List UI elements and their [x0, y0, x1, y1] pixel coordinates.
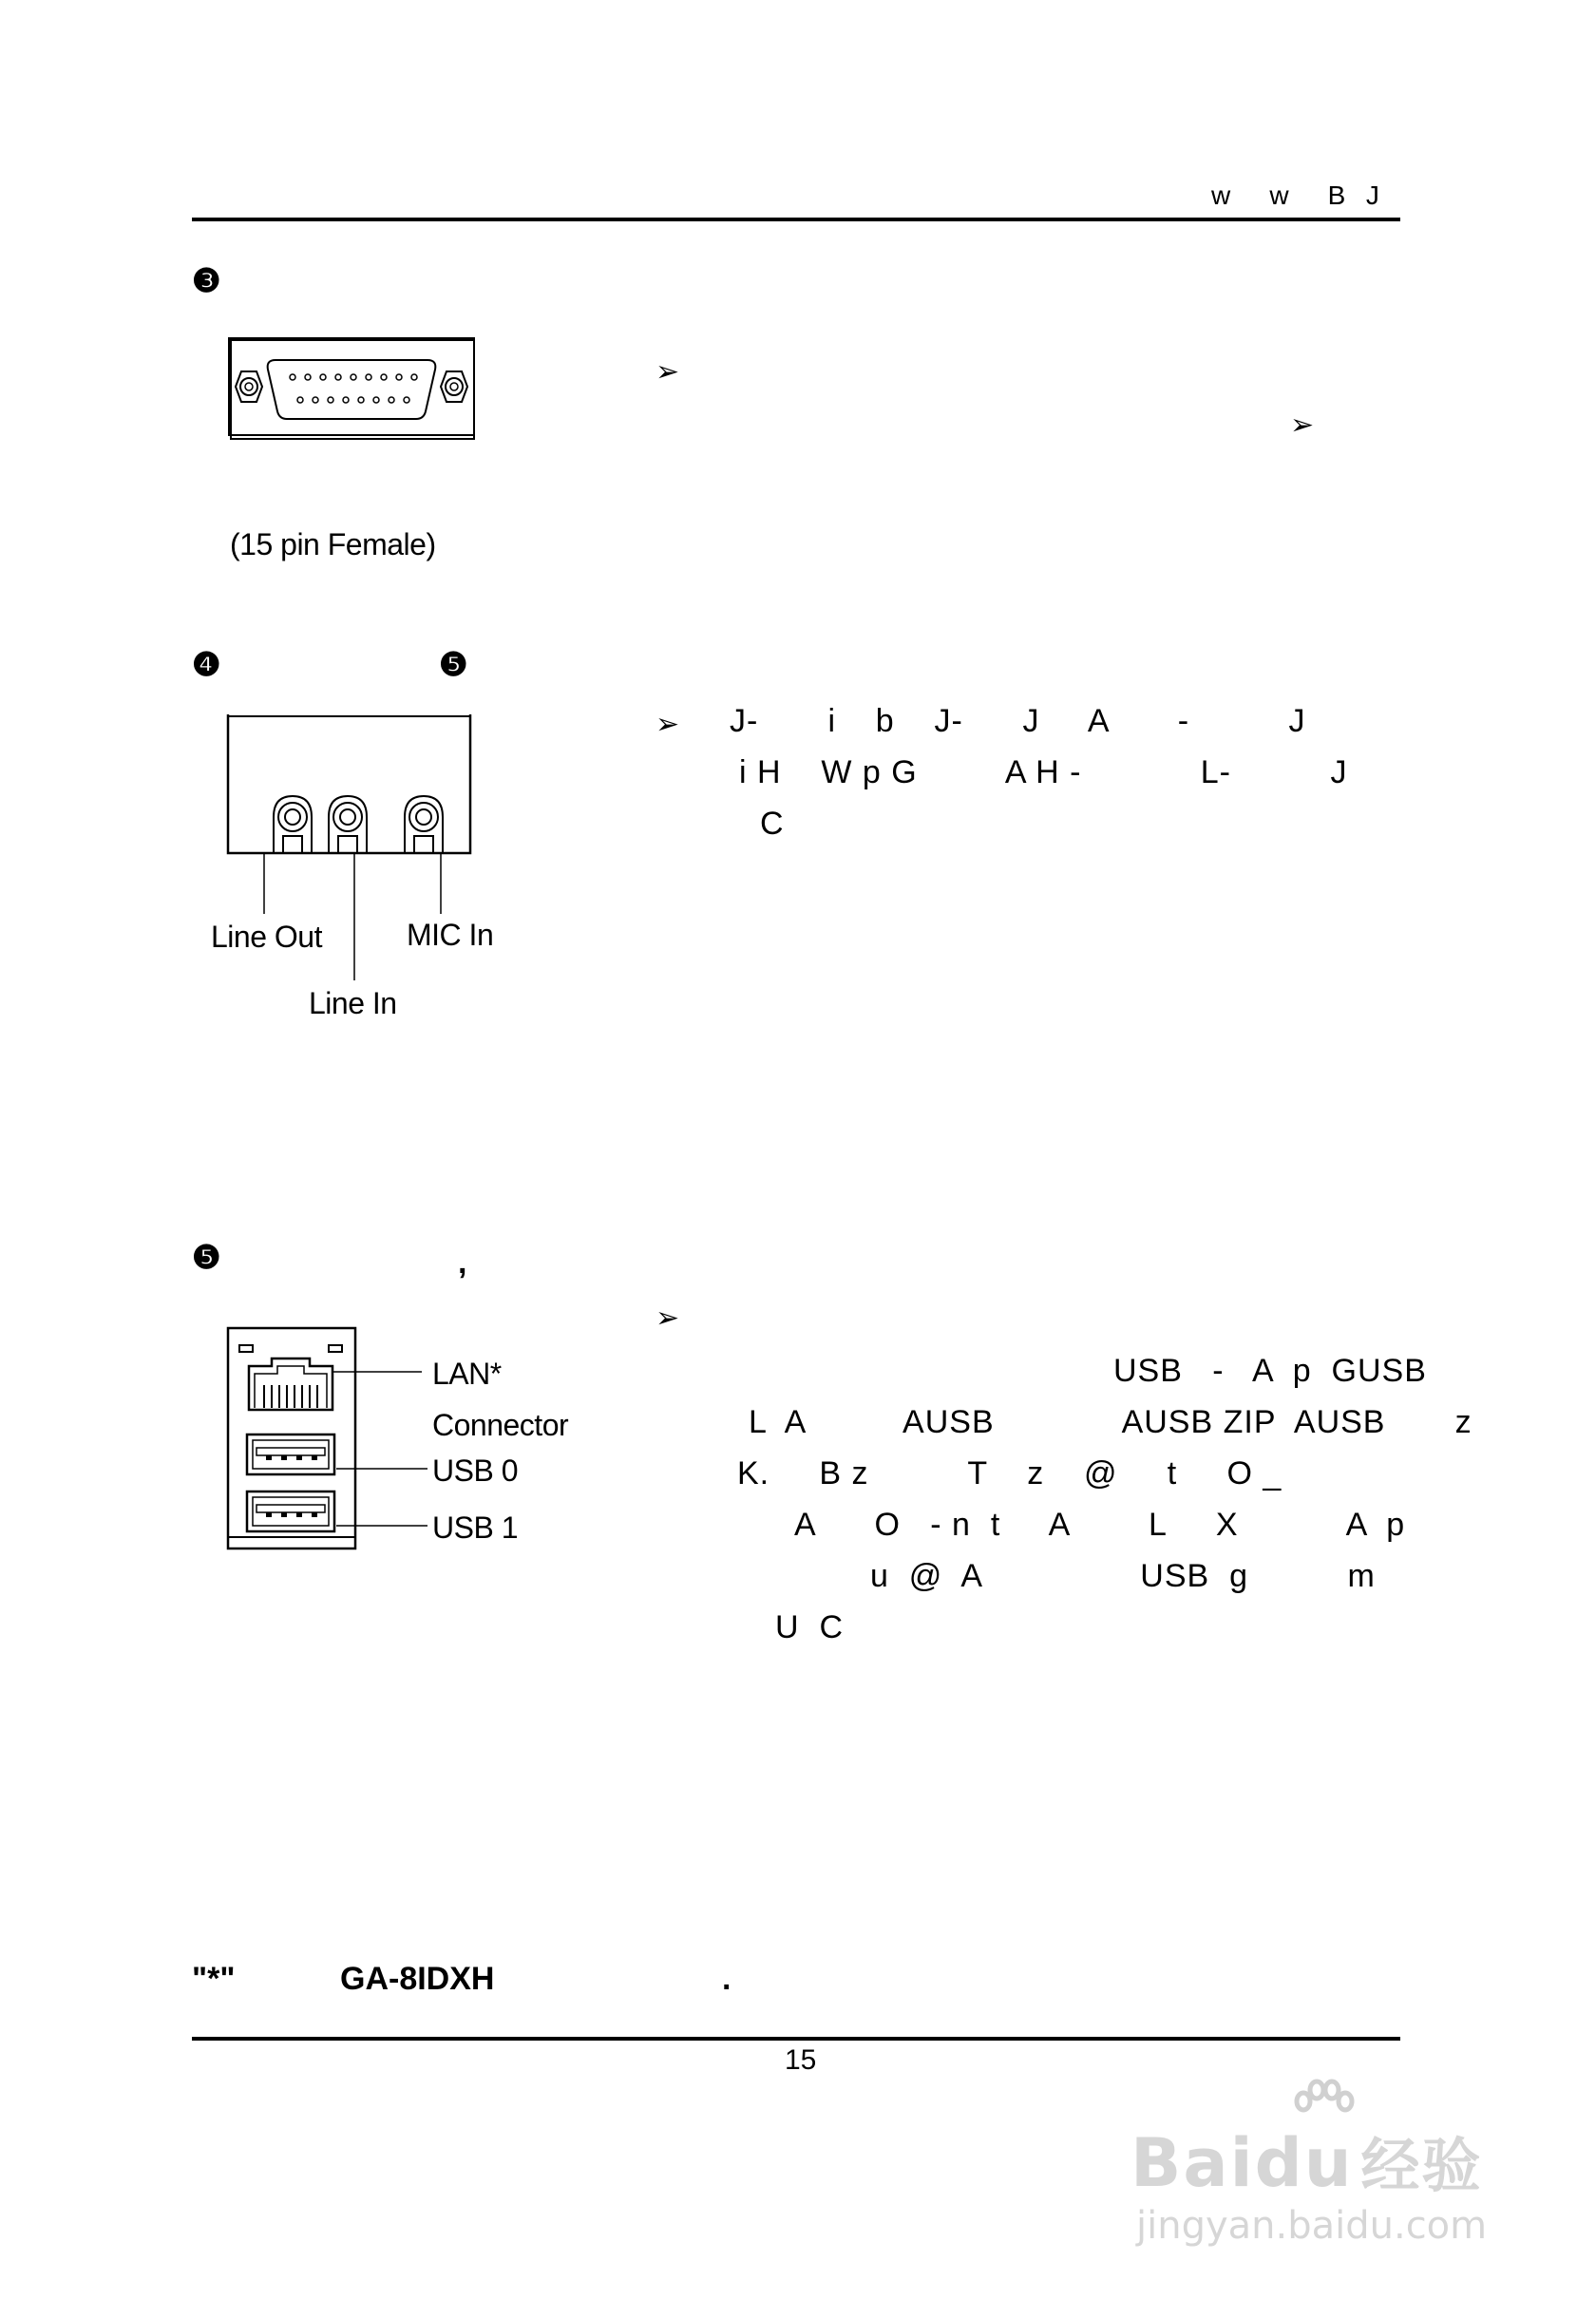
usb1-label: USB 1 — [432, 1510, 518, 1545]
section-comma: , — [458, 1244, 467, 1281]
footnote-quote: "*" — [192, 1961, 236, 1997]
usb0-label: USB 0 — [432, 1454, 518, 1488]
usb-text-line: u @ A USB g m — [870, 1558, 1376, 1594]
bullet-arrow: ➢ — [1290, 409, 1315, 441]
section-number-5: ❺ — [192, 1240, 221, 1276]
footnote-period: . — [722, 1961, 732, 1997]
baidu-jingyan-watermark — [1130, 2080, 1510, 2270]
usb-text-line: L A AUSB AUSB ZIP AUSB z — [749, 1404, 1472, 1440]
lan-label: LAN* — [432, 1357, 502, 1391]
section-number-4: ❹ — [192, 647, 221, 683]
bullet-arrow: ➢ — [656, 356, 680, 388]
bullet-arrow: ➢ — [656, 709, 680, 740]
lan-connector-label: Connector — [432, 1408, 569, 1442]
vga-connector-label: (15 pin Female) — [230, 527, 436, 561]
line-in-label: Line In — [309, 986, 397, 1020]
usb-text-line: U C — [775, 1609, 844, 1645]
mic-in-label: MIC In — [407, 918, 494, 952]
section-number-5: ❺ — [439, 647, 468, 683]
line-out-label: Line Out — [211, 920, 322, 954]
bullet-arrow: ➢ — [656, 1302, 680, 1334]
usb-text-line: K. B z T z @ t O _ — [737, 1455, 1282, 1492]
footnote-model: GA-8IDXH — [340, 1961, 495, 1997]
audio-text-line: J- i b J- J A - J — [730, 703, 1306, 739]
running-header: w w B J — [1211, 180, 1381, 210]
header-rule — [192, 218, 1400, 221]
footer-rule — [192, 2037, 1400, 2041]
watermark-brand: Baidu 经验 — [1130, 2124, 1483, 2202]
vga-port-diagram — [228, 337, 477, 440]
audio-jacks-diagram — [226, 712, 473, 902]
section-number-3: ❸ — [192, 263, 221, 299]
usb-text-line: A O - n t A L X A p — [794, 1507, 1406, 1543]
usb-text-line: USB - A p GUSB — [1113, 1353, 1427, 1389]
watermark-url: jingyan.baidu.com — [1136, 2204, 1488, 2248]
audio-text-line: C — [760, 806, 785, 842]
audio-text-line: i H W p G A H - L- J — [739, 754, 1348, 790]
page-number: 15 — [785, 2044, 817, 2076]
